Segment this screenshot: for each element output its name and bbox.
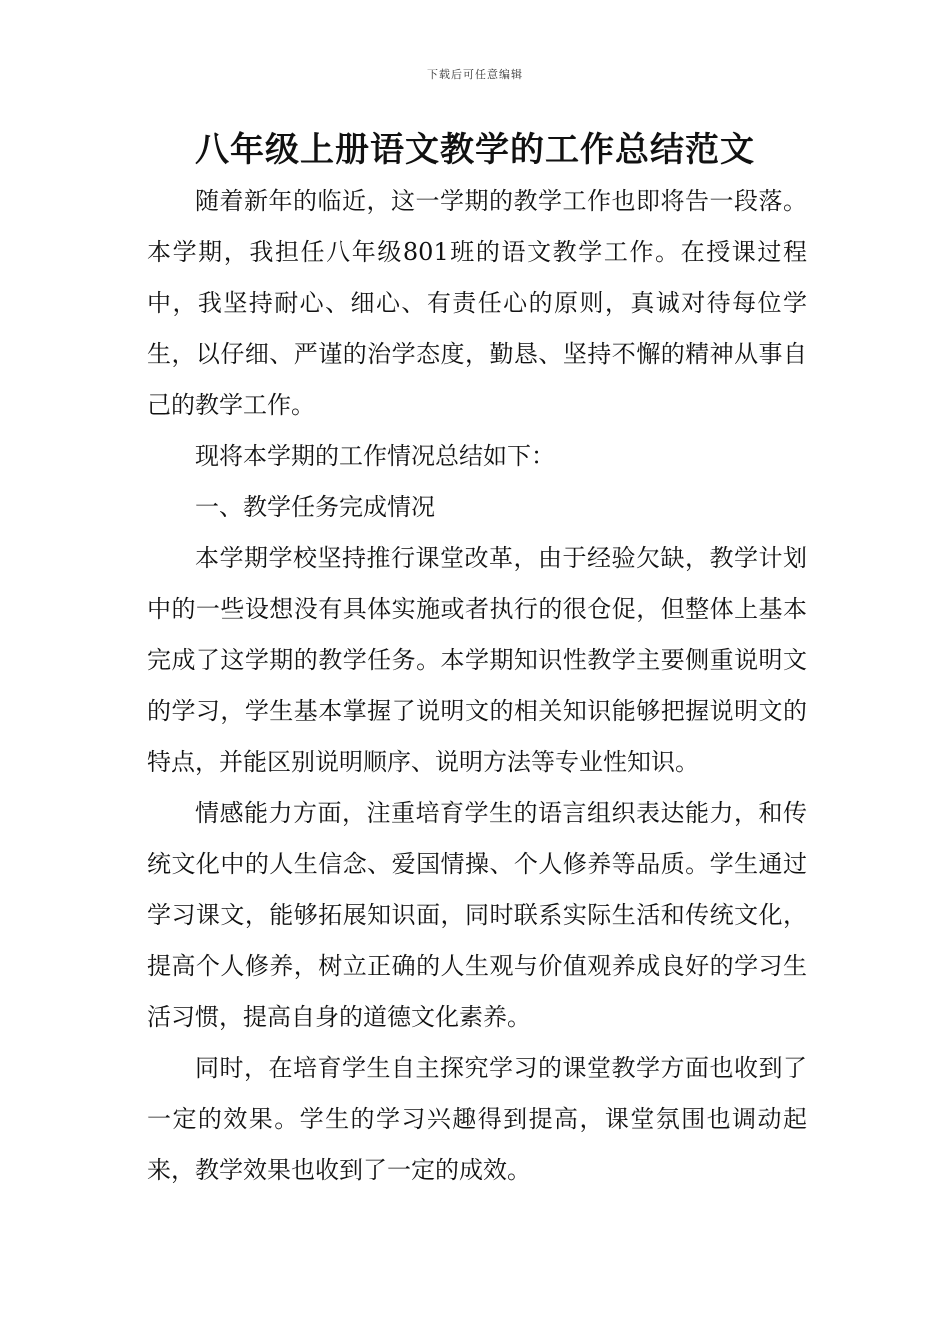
section-heading-1: 一、教学任务完成情况 [195,493,435,521]
document-title: 八年级上册语文教学的工作总结范文 [195,130,755,170]
document-body [147,176,807,1196]
paragraph-autonomous-learning: 同时，在培育学生自主探究学习的课堂教学方面也收到了一定的效果。学生的学习兴趣得到提高，课堂氛围也调动起来，教学效果也收到了一定的成效。 [147,1054,807,1184]
header-note: 下载后可任意编辑 [427,68,523,81]
paragraph-intro: 随着新年的临近，这一学期的教学工作也即将告一段落。本学期，我担任八年级801班的语文教学工作。在授课过程中，我坚持耐心、细心、有责任心的原则，真诚对待每位学生，以仔细、严谨的治学态度，勤恳、坚持不懈的精神从事自己的教学工作。 [147,187,807,419]
paragraph-emotional-ability: 情感能力方面，注重培育学生的语言组织表达能力，和传统文化中的人生信念、爱国情操、个人修养等品质。学生通过学习课文，能够拓展知识面，同时联系实际生活和传统文化，提高个人修养，树立正确的人生观与价值观养成良好的学习生活习惯，提高自身的道德文化素养。 [147,799,807,1031]
paragraph-teaching-tasks: 本学期学校坚持推行课堂改革，由于经验欠缺，教学计划中的一些设想没有具体实施或者执行的很仓促，但整体上基本完成了这学期的教学任务。本学期知识性教学主要侧重说明文的学习，学生基本掌握了说明文的相关知识能够把握说明文的特点，并能区别说明顺序、说明方法等专业性知识。 [147,544,807,776]
paragraph-summary-lead: 现将本学期的工作情况总结如下： [195,442,555,470]
